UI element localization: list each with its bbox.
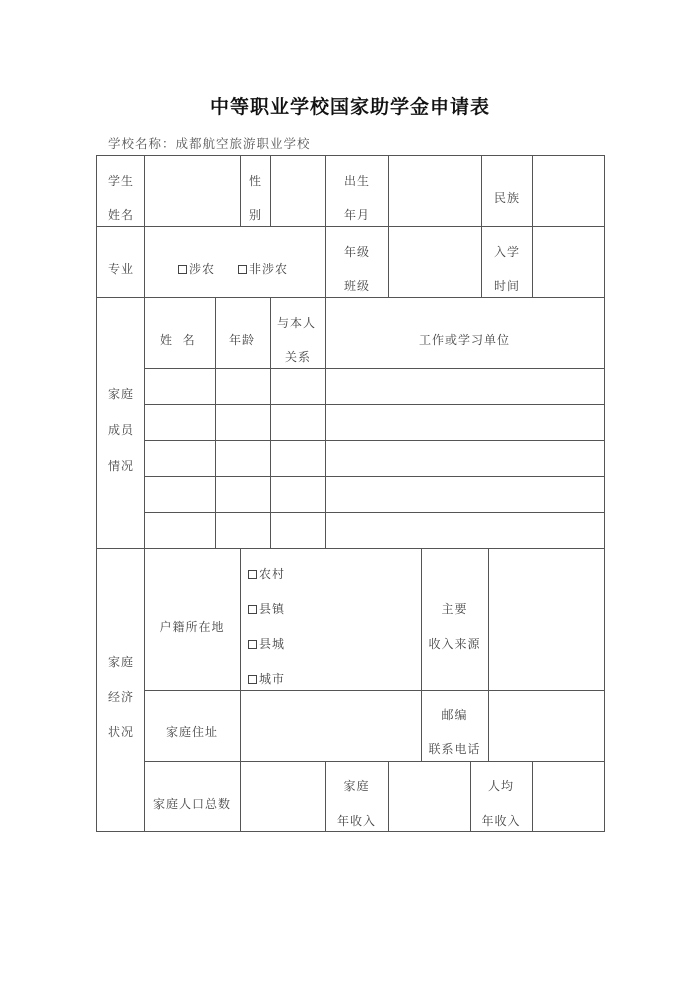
major-label: 专业 [108, 262, 135, 276]
grid-line [532, 226, 533, 297]
grade-class-label-2: 班级 [344, 279, 371, 293]
grid-line [144, 761, 605, 762]
grid-line [144, 690, 605, 691]
member-work-header: 工作或学习单位 [418, 333, 510, 347]
grid-line [532, 761, 533, 831]
grid-line [270, 297, 271, 548]
postal-label: 邮编 [441, 708, 468, 722]
income-source-label-2: 收入来源 [428, 637, 481, 651]
nonagri-checkbox[interactable] [238, 260, 288, 277]
gender-label-1: 性 [249, 174, 263, 188]
grid-line [144, 476, 605, 477]
hukou-city-checkbox[interactable] [248, 670, 285, 687]
grid-line [96, 155, 97, 832]
member-relation-header-2: 关系 [285, 350, 312, 364]
economy-label-1: 家庭 [108, 655, 135, 669]
grid-line [481, 155, 482, 226]
grid-line [388, 155, 389, 226]
hukou-county-checkbox[interactable] [248, 635, 285, 652]
checkbox-square-icon [238, 265, 247, 274]
economy-label-2: 经济 [108, 690, 135, 704]
per-capita-label-1: 人均 [487, 779, 514, 793]
school-value: 成都航空旅游职业学校 [175, 136, 311, 151]
grid-line [96, 226, 605, 227]
grid-line [240, 155, 241, 226]
checkbox-square-icon [248, 675, 257, 684]
hukou-county-label: 县城 [259, 637, 286, 651]
grid-line [532, 155, 533, 226]
grid-line [488, 548, 489, 761]
student-name-label-1: 学生 [108, 174, 135, 188]
grid-line [96, 155, 605, 156]
student-name-label-2: 姓名 [108, 208, 135, 222]
address-label: 家庭住址 [165, 725, 218, 739]
enroll-time-label-2: 时间 [494, 279, 521, 293]
family-members-label-2: 成员 [108, 423, 135, 437]
hukou-city-label: 城市 [259, 672, 286, 686]
population-label: 家庭人口总数 [152, 797, 231, 811]
family-members-label-3: 情况 [108, 459, 135, 473]
phone-label: 联系电话 [428, 742, 481, 756]
gender-label-2: 别 [249, 208, 263, 222]
agri-option-label: 涉农 [189, 262, 216, 276]
birth-label-1: 出生 [344, 174, 371, 188]
grid-line [325, 226, 326, 297]
hukou-rural-label: 农村 [259, 567, 286, 581]
grid-line [388, 226, 389, 297]
family-members-label-1: 家庭 [108, 387, 135, 401]
ethnicity-label: 民族 [494, 191, 521, 205]
birth-label-2: 年月 [344, 208, 371, 222]
grid-line [270, 155, 271, 226]
grid-line [144, 404, 605, 405]
checkbox-square-icon [248, 640, 257, 649]
per-capita-label-2: 年收入 [481, 814, 521, 828]
grid-line [325, 155, 326, 226]
member-age-header: 年龄 [229, 333, 256, 347]
hukou-town-checkbox[interactable] [248, 600, 285, 617]
grid-line [144, 368, 605, 369]
grid-line [240, 548, 241, 831]
enroll-time-label-1: 入学 [494, 245, 521, 259]
family-income-label-1: 家庭 [343, 779, 370, 793]
grid-line [481, 226, 482, 297]
grid-line [388, 761, 389, 831]
grid-line [144, 440, 605, 441]
school-name [108, 134, 311, 152]
form-title: 中等职业学校国家助学金申请表 [209, 96, 490, 118]
grid-line [215, 297, 216, 548]
grid-line [96, 548, 605, 549]
checkbox-square-icon [248, 570, 257, 579]
grid-line [144, 512, 605, 513]
school-label: 学校名称： [108, 136, 176, 151]
family-income-label-2: 年收入 [336, 814, 376, 828]
grid-line [421, 548, 422, 761]
grid-line [96, 297, 605, 298]
checkbox-square-icon [178, 265, 187, 274]
checkbox-square-icon [248, 605, 257, 614]
member-relation-header-1: 与本人 [277, 316, 317, 330]
income-source-label-1: 主要 [441, 602, 468, 616]
hukou-label: 户籍所在地 [159, 620, 225, 634]
member-name-header: 姓 名 [160, 333, 196, 347]
grade-class-label-1: 年级 [344, 245, 371, 259]
economy-label-3: 状况 [108, 725, 135, 739]
nonagri-option-label: 非涉农 [249, 262, 289, 276]
grid-line [604, 155, 605, 832]
hukou-rural-checkbox[interactable] [248, 565, 285, 582]
grid-line [96, 831, 605, 832]
agri-checkbox[interactable] [178, 260, 215, 277]
hukou-town-label: 县镇 [259, 602, 286, 616]
